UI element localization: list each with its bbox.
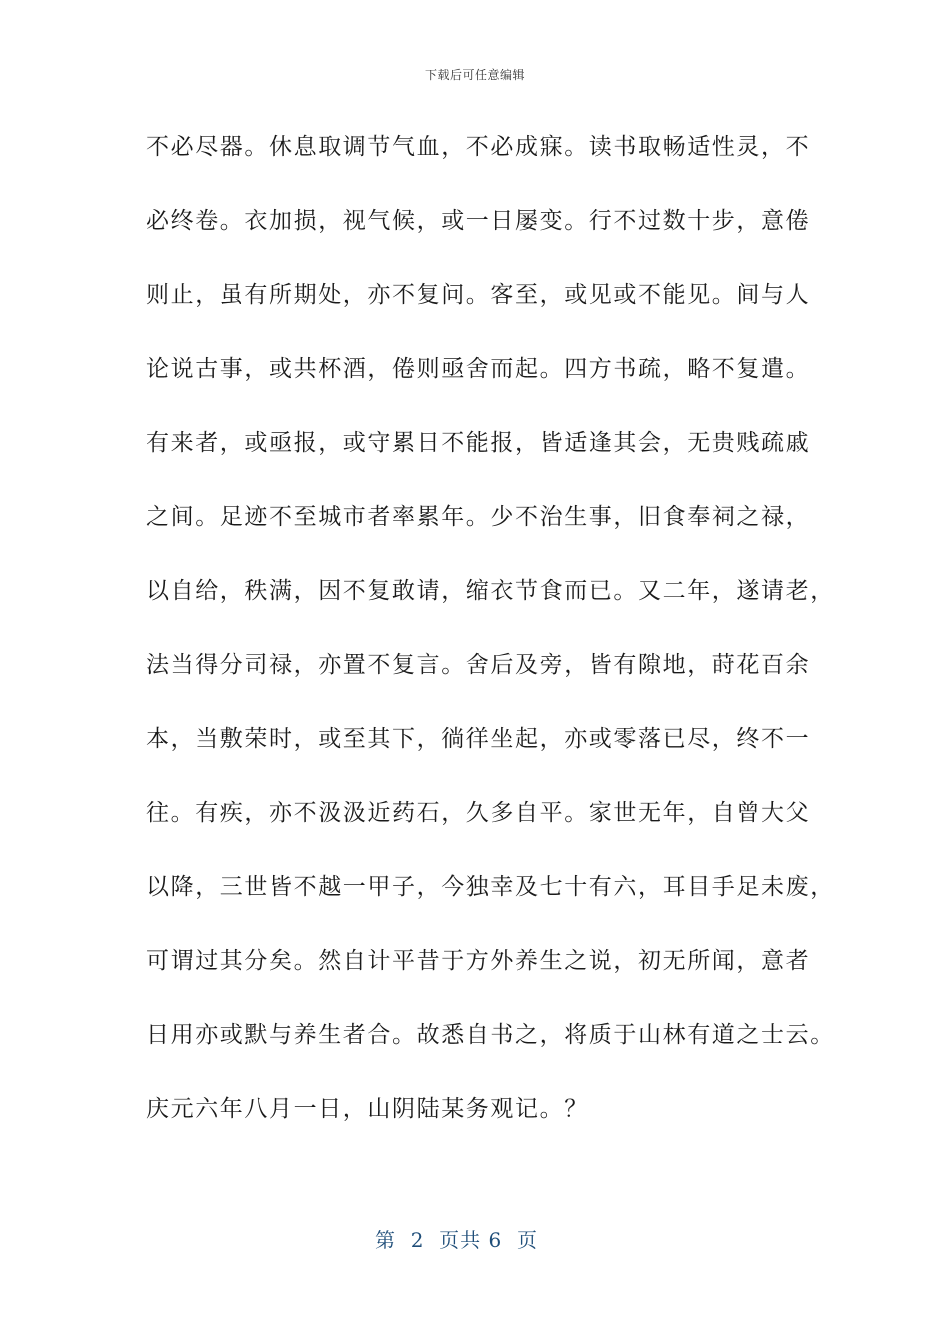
text-line: 不必尽器。休息取调节气血，不必成寐。读书取畅适性灵，不 [146,134,811,160]
text-line: 必终卷。衣加损，视气候，或一日屡变。行不过数十步，意倦 [146,208,811,234]
page-header: 下载后可任意编辑 [424,68,525,82]
text-line: 以自给，秩满，因不复敢请，缩衣节食而已。又二年，遂请老， [146,578,835,604]
text-line: 以降，三世皆不越一甲子，今独幸及七十有六，耳目手足未废， [146,874,835,900]
text-line: 日用亦或默与养生者合。故悉自书之，将质于山林有道之士云。 [146,1022,835,1048]
document-body [146,120,835,1156]
text-line: 庆元六年八月一日，山阴陆某务观记。？ [146,1096,589,1122]
page-number: 第 2 页共 6 页 [375,1228,538,1252]
text-line: 法当得分司禄，亦置不复言。舍后及旁，皆有隙地，莳花百余 [146,652,811,678]
text-line: 论说古事，或共杯酒，倦则亟舍而起。四方书疏，略不复遣。 [146,356,811,382]
text-line: 之间。足迹不至城市者率累年。少不治生事，旧食奉祠之禄， [146,504,811,530]
text-line: 往。有疾，亦不汲汲近药石，久多自平。家世无年，自曾大父 [146,800,811,826]
text-line: 可谓过其分矣。然自计平昔于方外养生之说，初无所闻，意者 [146,948,811,974]
text-line: 本，当敷荣时，或至其下，徜徉坐起，亦或零落已尽，终不一 [146,726,811,752]
text-line: 则止，虽有所期处，亦不复问。客至，或见或不能见。间与人 [146,282,811,308]
text-line: 有来者，或亟报，或守累日不能报，皆适逢其会，无贵贱疏戚 [146,430,811,456]
